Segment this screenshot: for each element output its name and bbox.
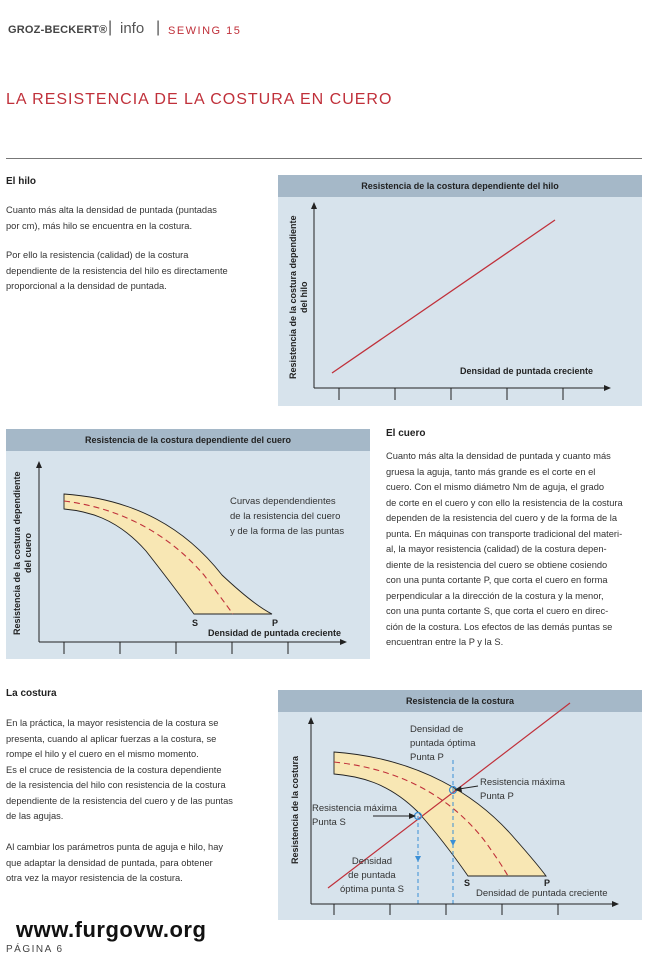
text-line: dependiente de la resistencia del cuero y de las puntas: [6, 795, 233, 806]
y-axis-label-line: Resistencia de la costura dependiente: [288, 215, 298, 379]
text-line: ción de la costura. Los efectos de las demás puntas se: [386, 621, 613, 632]
annotation-line: Punta P: [480, 791, 514, 802]
figure-header: Resistencia de la costura dependiente del cuero: [6, 429, 370, 451]
optimum-s-arrow: [415, 856, 421, 862]
text-line: al, la mayor resistencia (calidad) de la costura depen-: [386, 544, 607, 554]
costura-paragraph-1: [6, 716, 272, 825]
x-axis-arrow: [612, 901, 619, 907]
annotation-line: puntada óptima: [410, 738, 476, 749]
label-p: P: [544, 878, 551, 888]
text-line: punta. En máquinas con transporte tradicional del materi-: [386, 528, 623, 539]
cuero-paragraph: [386, 449, 646, 651]
annotation-line: de la resistencia del cuero: [230, 511, 341, 522]
text-line: Por ello la resistencia (calidad) de la costura: [6, 250, 189, 260]
max-s-annotation: [312, 802, 397, 830]
text-line: Es el cruce de resistencia de la costura dependiente: [6, 764, 222, 775]
annotation-line: Curvas dependendientes: [230, 496, 336, 507]
x-ticks: [64, 642, 288, 654]
annotation-line: y de la forma de las puntas: [230, 526, 345, 537]
max-p-pointer: [459, 786, 478, 789]
text-line: perpendicular a la dirección de la costura y la menor,: [386, 590, 604, 601]
text-line: por cm), más hilo se encuentra en la costura.: [6, 220, 193, 231]
y-axis-label-line: del hilo: [299, 281, 309, 313]
annotation-line: Punta P: [410, 752, 444, 763]
text-line: con una punta cortante P, que corta el cuero en forma: [386, 575, 608, 585]
y-axis-arrow: [311, 202, 317, 209]
y-axis-label-line: del cuero: [23, 533, 33, 574]
text-line: presenta, cuando al aplicar fuerzas a la costura, se: [6, 733, 217, 744]
annotation-line: óptima punta S: [340, 884, 404, 895]
annotation-line: de puntada: [348, 870, 396, 881]
section-heading-cuero: El cuero: [386, 428, 426, 439]
text-line: dependiente de la resistencia del hilo es directamente: [6, 265, 228, 276]
text-line: con una punta cortante S, que corta el cuero en direc-: [386, 606, 609, 616]
costura-paragraph-2: [6, 840, 272, 887]
annotation-line: Resistencia máxima: [312, 803, 397, 814]
text-line: de corte en el cuero y con ello la resistencia de la costura: [386, 497, 623, 508]
brand-logo: GROZ-BECKERT®: [8, 24, 108, 36]
header-separator: |: [108, 19, 113, 36]
x-ticks: [334, 904, 558, 915]
figure-thread-strength: [278, 175, 642, 406]
text-line: Cuanto más alta la densidad de puntada y cuanto más: [386, 451, 611, 461]
text-line: que adaptar la densidad de puntada, para obtener: [6, 857, 213, 868]
header-separator: |: [156, 19, 161, 36]
text-line: Cuanto más alta la densidad de puntada (puntadas: [6, 205, 217, 215]
annotation-line: Densidad: [351, 856, 393, 867]
annotation-line: Punta S: [312, 817, 346, 828]
y-axis-label-line: Resistencia de la costura dependiente: [12, 471, 22, 635]
annotation-line: Densidad de: [410, 724, 464, 735]
curves-annotation: [230, 494, 344, 539]
text-line: otra vez la mayor resistencia de la costura.: [6, 873, 183, 883]
figure-seam-strength: [278, 690, 642, 920]
annotation-line: Resistencia máxima: [480, 777, 565, 788]
text-line: de la resistencia del hilo con resistencia de la costura: [6, 780, 226, 790]
label-p: P: [272, 618, 279, 628]
y-axis-arrow: [36, 461, 42, 468]
figure-header: Resistencia de la costura dependiente del hilo: [278, 175, 642, 197]
text-line: proporcional a la densidad de puntada.: [6, 281, 167, 291]
label-s: S: [192, 618, 199, 628]
figure-leather-strength: [6, 429, 370, 659]
max-p-annotation: [480, 776, 565, 804]
x-axis-arrow: [340, 639, 347, 645]
figure-header: Resistencia de la costura: [278, 690, 642, 712]
thread-strength-line: [332, 220, 555, 373]
x-axis-label: Densidad de puntada creciente: [476, 888, 608, 899]
watermark: www.furgovw.org: [16, 917, 207, 942]
section-heading-hilo: El hilo: [6, 176, 36, 187]
x-ticks: [339, 388, 563, 400]
page-title: LA RESISTENCIA DE LA COSTURA EN CUERO: [6, 91, 393, 108]
hilo-paragraph-1: [6, 203, 217, 234]
y-axis-arrow: [308, 717, 314, 724]
text-line: Al cambiar los parámetros punta de aguja e hilo, hay: [6, 842, 224, 852]
section-heading-costura: La costura: [6, 688, 57, 699]
divider: [6, 158, 642, 159]
header-series: SEWING 15: [168, 25, 242, 37]
x-axis-label: Densidad de puntada creciente: [208, 628, 342, 638]
text-line: encuentran entre la P y la S.: [386, 637, 504, 647]
text-line: rompe el hilo y el cuero en el mismo momento.: [6, 749, 199, 759]
header-section: info: [120, 20, 145, 37]
y-axis-label: Resistencia de la costura: [290, 755, 300, 865]
x-axis-arrow: [604, 385, 611, 391]
text-line: cuero. Con el mismo diámetro Nm de aguja, el grado: [386, 482, 605, 492]
text-line: En la práctica, la mayor resistencia de la costura se: [6, 718, 219, 728]
chart-svg: [6, 429, 370, 659]
optimum-s-annotation: [340, 855, 404, 897]
text-line: de las agujas.: [6, 811, 64, 821]
text-line: diente de la resistencia del cuero se obtiene cosiendo: [386, 559, 608, 570]
page-number: PÁGINA 6: [6, 944, 64, 955]
x-axis-label: Densidad de puntada creciente: [460, 366, 594, 376]
optimum-p-annotation: [410, 723, 476, 765]
hilo-paragraph-2: [6, 248, 228, 295]
text-line: dependen de la resistencia del cuero y de la forma de la: [386, 513, 618, 523]
text-line: gruesa la aguja, tanto más grande es el corte en el: [386, 466, 596, 477]
label-s: S: [464, 878, 471, 888]
